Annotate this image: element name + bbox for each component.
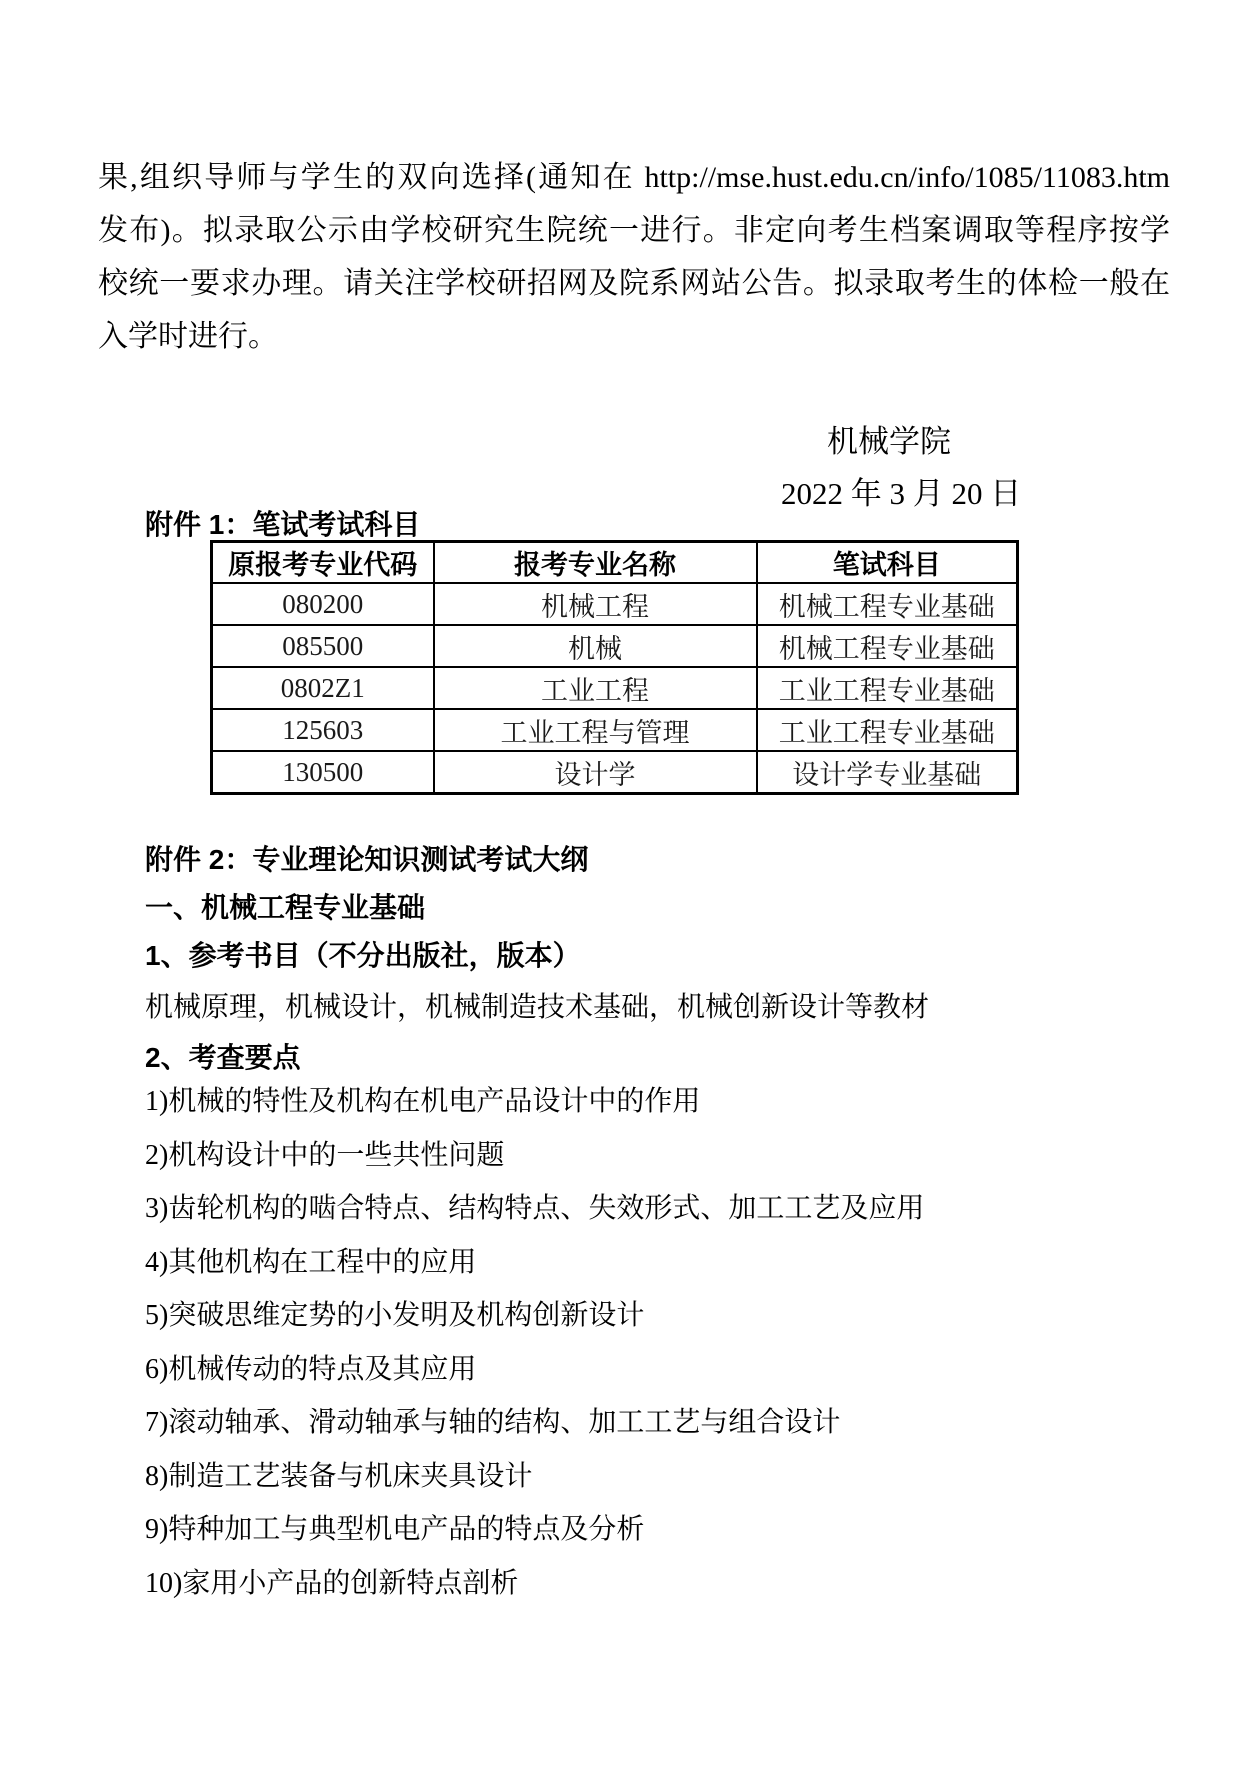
paragraph-line-2: 发布)。拟录取公示由学校研究生院统一进行。非定向考生档案调取等程序按学 — [98, 214, 1170, 247]
exam-point-3: 3)齿轮机构的啮合特点、结构特点、失效形式、加工工艺及应用 — [145, 1193, 925, 1224]
cell-major-code: 080200 — [212, 583, 434, 625]
cell-written-subject: 机械工程专业基础 — [757, 583, 1018, 625]
cell-major-name: 机械 — [434, 625, 757, 667]
cell-major-code: 125603 — [212, 709, 434, 751]
paragraph-line-3: 校统一要求办理。请关注学校研招网及院系网站公告。拟录取考生的体检一般在 — [98, 267, 1170, 300]
cell-major-name: 工业工程与管理 — [434, 709, 757, 751]
exam-point-10: 10)家用小产品的创新特点剖析 — [145, 1567, 519, 1599]
table-row — [212, 709, 1018, 751]
body-paragraph — [98, 151, 1170, 363]
table-row — [212, 751, 1018, 794]
cell-written-subject: 工业工程专业基础 — [757, 667, 1018, 709]
subsection2-title: 2、考查要点 — [145, 1042, 301, 1073]
cell-written-subject: 工业工程专业基础 — [757, 709, 1018, 751]
paragraph-line-4: 入学时进行。 — [98, 320, 278, 353]
attachment2-title: 附件 2：专业理论知识测试考试大纲 — [145, 844, 589, 875]
table-row — [212, 667, 1018, 709]
section1-title: 一、机械工程专业基础 — [145, 892, 426, 923]
table-row — [212, 625, 1018, 667]
cell-major-code: 0802Z1 — [212, 667, 434, 709]
attachment1-title: 附件 1：笔试考试科目 — [145, 509, 421, 540]
reference-books-text: 机械原理，机械设计，机械制造技术基础，机械创新设计等教材 — [145, 992, 930, 1023]
table-header-row — [212, 542, 1018, 584]
exam-point-9: 9)特种加工与典型机电产品的特点及分析 — [145, 1514, 645, 1545]
cell-major-name: 工业工程 — [434, 667, 757, 709]
cell-major-name: 设计学 — [434, 751, 757, 794]
cell-major-code: 130500 — [212, 751, 434, 794]
table-row — [212, 583, 1018, 625]
cell-written-subject: 机械工程专业基础 — [757, 625, 1018, 667]
exam-points-list — [145, 1075, 924, 1610]
cell-major-name: 机械工程 — [434, 583, 757, 625]
header-major-name: 报考专业名称 — [434, 542, 757, 584]
paragraph-line-1: 果,组织导师与学生的双向选择(通知在 http://mse.hust.edu.cn/info/1085/11083.htm — [98, 161, 1170, 194]
exam-point-7: 7)滚动轴承、滑动轴承与轴的结构、加工工艺与组合设计 — [145, 1407, 841, 1438]
exam-subjects-table — [210, 540, 1019, 795]
signature-date: 2022 年 3 月 20 日 — [781, 476, 1022, 511]
exam-point-1: 1)机械的特性及机构在机电产品设计中的作用 — [145, 1086, 701, 1117]
exam-point-2: 2)机构设计中的一些共性问题 — [145, 1139, 505, 1171]
cell-written-subject: 设计学专业基础 — [757, 751, 1018, 794]
cell-major-code: 085500 — [212, 625, 434, 667]
header-written-subject: 笔试科目 — [757, 542, 1018, 584]
exam-point-6: 6)机械传动的特点及其应用 — [145, 1353, 477, 1385]
exam-point-5: 5)突破思维定势的小发明及机构创新设计 — [145, 1300, 645, 1331]
signature-organization: 机械学院 — [827, 424, 951, 459]
exam-point-4: 4)其他机构在工程中的应用 — [145, 1246, 477, 1278]
exam-point-8: 8)制造工艺装备与机床夹具设计 — [145, 1460, 533, 1492]
header-original-major-code: 原报考专业代码 — [212, 542, 434, 584]
subsection1-title: 1、参考书目（不分出版社，版本） — [145, 940, 581, 971]
